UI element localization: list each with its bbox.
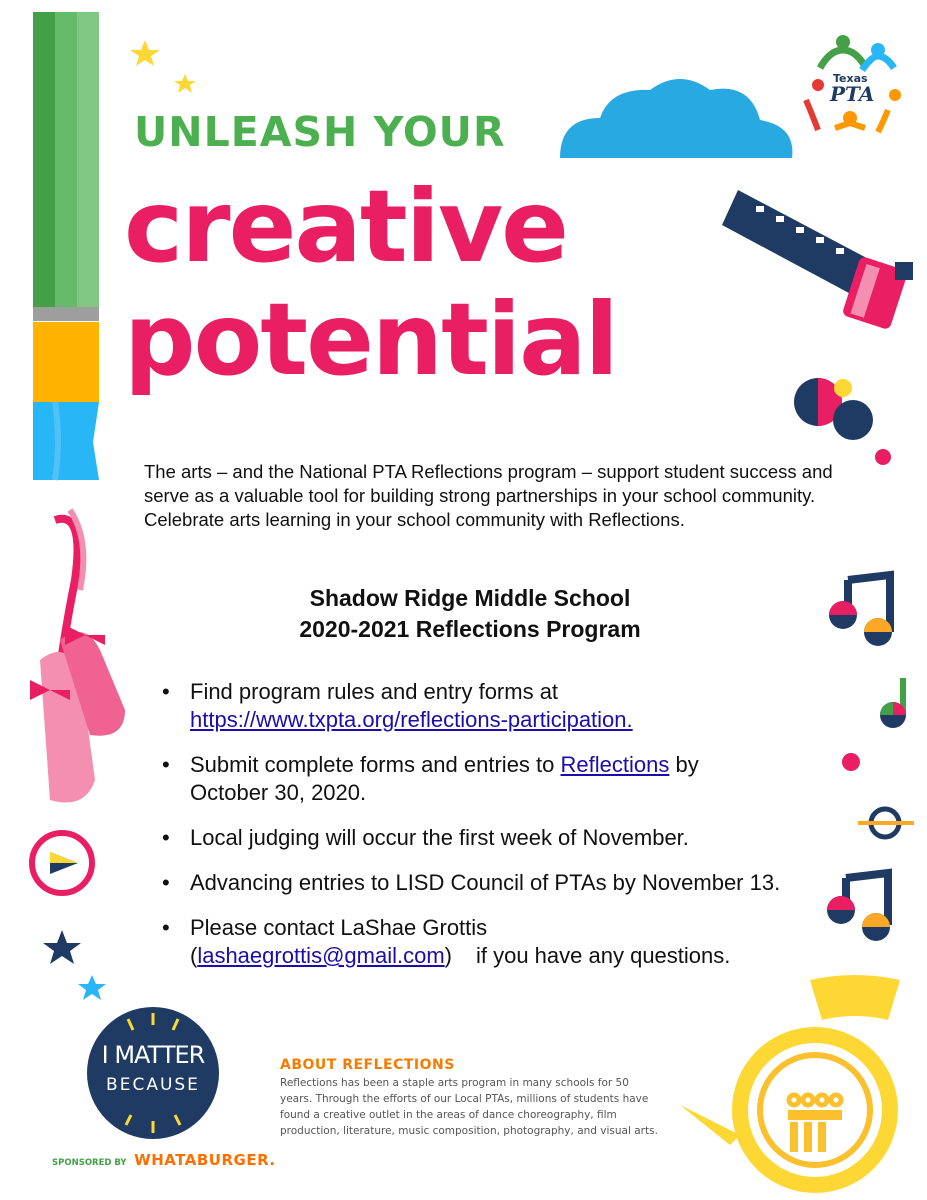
rules-link[interactable]: https://www.txpta.org/reflections-participation.	[190, 707, 633, 732]
cloud-icon	[560, 79, 792, 158]
judging-text: Local judging will occur the first week of November.	[190, 825, 689, 850]
badge-line2: BECAUSE	[106, 1075, 200, 1095]
badge-circle-icon	[83, 1003, 223, 1143]
reflections-link[interactable]: Reflections	[560, 752, 670, 777]
list-item	[160, 914, 810, 970]
submit-text: Submit complete forms and entries to	[190, 752, 555, 777]
ballet-shoes-icon	[30, 510, 125, 803]
about-section	[280, 1057, 660, 1139]
list-item	[160, 751, 810, 807]
contact-tail: if you have any questions.	[475, 943, 731, 968]
i-matter-because-badge	[83, 1003, 223, 1143]
paren-open: (	[190, 943, 198, 968]
contact-text: Please contact LaShae Grottis	[190, 915, 488, 940]
french-horn-icon	[680, 975, 900, 1185]
paintbrush-icon	[33, 12, 99, 480]
sponsor-line	[52, 1150, 276, 1169]
submit-by: by	[675, 752, 699, 777]
film-reel-icon	[722, 190, 913, 330]
logo-line2: PTA	[830, 82, 875, 106]
advancing-text: Advancing entries to LISD Council of PTAs by November 13.	[190, 870, 781, 895]
about-heading: ABOUT REFLECTIONS	[280, 1057, 455, 1073]
headline-creative: creative	[124, 168, 567, 285]
submit-date: October 30, 2020.	[190, 780, 367, 805]
school-title	[150, 583, 790, 645]
paren-close: )	[444, 943, 452, 968]
info-list	[160, 678, 810, 987]
school-name: Shadow Ridge Middle School	[309, 585, 631, 611]
rules-text: Find program rules and entry forms at	[190, 679, 559, 704]
about-body: Reflections has been a staple arts program in many schools for 50 years. Through the efforts of our Local PTAs, millions of students have found a creative outlet in the areas of dance choreography, film production, literature, music composition, photography, and visual arts.	[280, 1077, 658, 1137]
star-icon	[43, 930, 81, 964]
sponsor-label: SPONSORED BY	[52, 1158, 127, 1168]
program-year: 2020-2021 Reflections Program	[299, 616, 641, 642]
music-note-icon	[880, 678, 906, 728]
logo-line1: Texas	[833, 72, 868, 85]
star-icon	[130, 40, 160, 66]
list-item	[160, 824, 810, 852]
sponsor-brand: WHATABURGER.	[134, 1151, 276, 1169]
headline-potential: potential	[124, 281, 617, 398]
intro-paragraph: The arts – and the National PTA Reflections program – support student success and serve as a valuable tool for building strong partnerships in your school community. Celebrate arts learning in your school community with Reflections.	[144, 461, 833, 530]
headline-unleash: UNLEASH YOUR	[134, 108, 506, 156]
star-icon	[174, 74, 196, 93]
music-note-icon	[827, 873, 890, 941]
music-note-icon	[829, 575, 892, 646]
contact-email-link[interactable]: lashaegrottis@gmail.com	[197, 943, 445, 968]
badge-line1: I MATTER	[101, 1041, 205, 1069]
list-item	[160, 869, 810, 897]
list-item	[160, 678, 810, 734]
star-icon	[78, 975, 106, 1000]
